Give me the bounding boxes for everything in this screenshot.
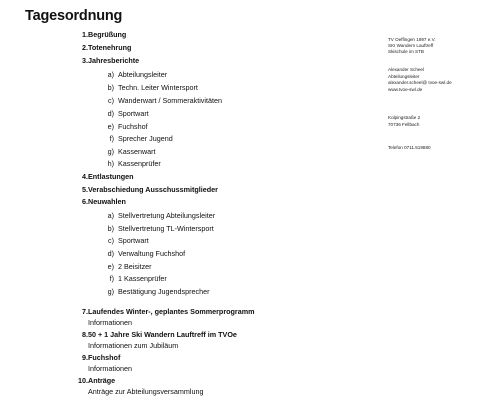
org-line: SKI Wandern Lauftreff [388, 43, 434, 48]
report-letter: h) [107, 159, 114, 168]
page-title: Tagesordnung [25, 8, 123, 24]
letterhead-sidebar [388, 0, 498, 400]
agenda-item-number: 7. [82, 307, 88, 316]
agenda-item-number: 5. [82, 185, 88, 194]
report-letter: b) [107, 83, 114, 92]
election-label: Stellvertretung Abteilungsleiter [118, 211, 216, 220]
election-letter: e) [107, 262, 114, 271]
agenda-item-number: 4. [82, 172, 88, 181]
org-line: Skischule im STB [388, 49, 424, 54]
election-label: 2 Beisitzer [118, 262, 152, 271]
agenda-item-number: 3. [82, 56, 88, 65]
address-line: 70736 Fellbach [388, 122, 420, 127]
election-letter: b) [107, 224, 114, 233]
report-letter: g) [107, 147, 114, 156]
agenda-item-label: Laufendes Winter-, geplantes Sommerprogramm [88, 307, 255, 316]
agenda-item-note: Anträge zur Abteilungsversammlung [88, 387, 204, 396]
report-label: Kassenwart [118, 147, 156, 156]
contact-line: alexander.scheel@ tvoe-swl.de [388, 80, 452, 85]
agenda-item-number: 2. [82, 43, 88, 52]
election-label: 1 Kassenprüfer [118, 274, 167, 283]
report-label: Abteilungsleiter [118, 70, 168, 79]
address-line: Kolpingstraße 2 [388, 115, 421, 120]
agenda-item-number: 9. [82, 353, 88, 362]
agenda-item-number: 8. [82, 330, 88, 339]
report-letter: e) [107, 122, 114, 131]
report-label: Sprecher Jugend [118, 134, 173, 143]
report-letter: c) [108, 96, 114, 105]
election-letter: f) [109, 274, 114, 283]
agenda-item-number: 1. [82, 30, 88, 39]
report-letter: f) [109, 134, 114, 143]
election-label: Verwaltung Fuchshof [118, 249, 186, 258]
report-letter: d) [107, 109, 114, 118]
report-label: Fuchshof [118, 122, 148, 131]
election-label: Bestätigung Jugendsprecher [118, 287, 210, 296]
agenda-item-note: Informationen [88, 364, 132, 373]
agenda-item-label: Neuwahlen [88, 197, 126, 206]
org-line: TV Oeffingen 1897 e.V. [388, 37, 436, 42]
agenda-item-number: 6. [82, 197, 88, 206]
election-label: Sportwart [118, 236, 149, 245]
agenda-item-label: Fuchshof [88, 353, 121, 362]
contact-line: Abteilungsleiter [388, 74, 420, 79]
report-label: Kassenprüfer [118, 159, 161, 168]
agenda-item-note: Informationen zum Jubiläum [88, 341, 179, 350]
agenda-item-label: Anträge [88, 376, 116, 385]
contact-line: Alexander Scheel [388, 67, 425, 72]
agenda-item-note: Informationen [88, 318, 132, 327]
election-letter: g) [107, 287, 114, 296]
election-letter: c) [108, 236, 114, 245]
report-label: Wanderwart / Sommeraktivitäten [118, 96, 222, 105]
election-letter: d) [107, 249, 114, 258]
agenda-item-label: 50 + 1 Jahre Ski Wandern Lauftreff im TVOe [88, 330, 237, 339]
agenda-item-label: Verabschiedung Ausschussmitglieder [88, 185, 218, 194]
agenda-item-label: Begrüßung [88, 30, 127, 39]
election-letter: a) [107, 211, 114, 220]
agenda-item-label: Entlastungen [88, 172, 134, 181]
report-label: Sportwart [118, 109, 149, 118]
contact-line: www.tvoe-swl.de [388, 87, 423, 92]
report-label: Techn. Leiter Wintersport [118, 83, 198, 92]
agenda-item-label: Jahresberichte [88, 56, 140, 65]
election-label: Stellvertretung TL-Wintersport [118, 224, 214, 233]
agenda-item-label: Totenehrung [88, 43, 132, 52]
report-letter: a) [107, 70, 114, 79]
phone-line: Telefon 0711.519880 [388, 145, 431, 150]
agenda-item-number: 10. [78, 376, 88, 385]
